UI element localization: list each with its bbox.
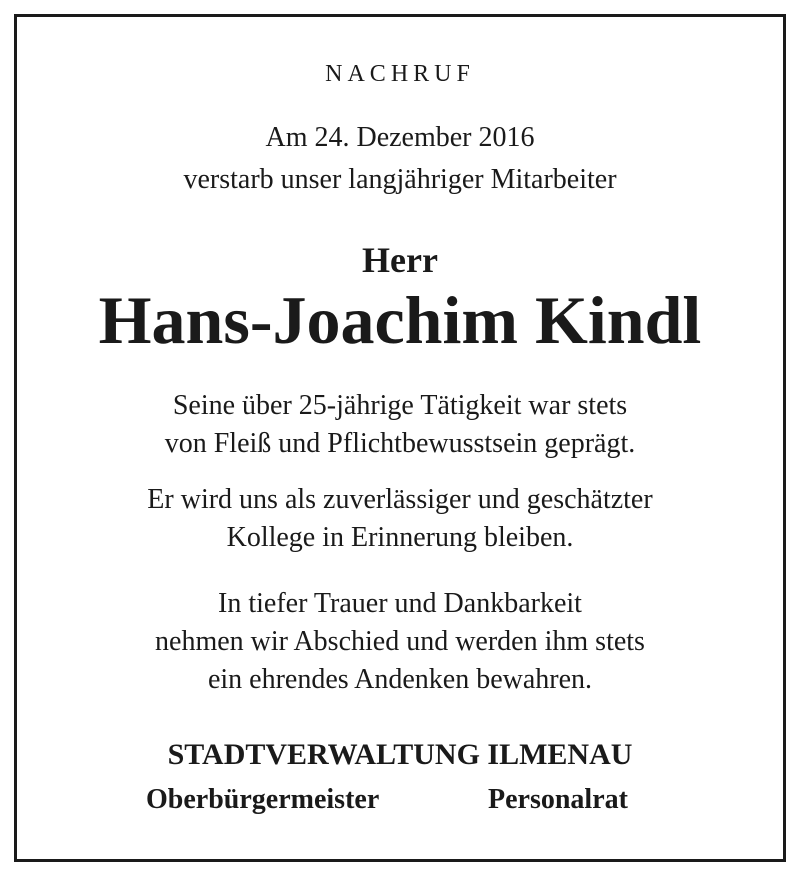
organization-name: STADTVERWALTUNG ILMENAU xyxy=(167,738,633,771)
salutation: Herr xyxy=(362,240,438,280)
tribute-line: Er wird uns als zuverlässiger und geschätzter xyxy=(147,484,653,515)
closing-line: ein ehrendes Andenken bewahren. xyxy=(207,664,593,695)
deceased-name: Hans-Joachim Kindl xyxy=(98,282,702,358)
signatory-staff-council: Personalrat xyxy=(488,784,628,815)
tribute-line: Seine über 25-jährige Tätigkeit war stets xyxy=(172,390,628,421)
signatory-mayor: Oberbürgermeister xyxy=(146,784,380,815)
tribute-line: Kollege in Erinnerung bleiben. xyxy=(226,522,574,553)
closing-line: nehmen wir Abschied und werden ihm stets xyxy=(155,626,645,657)
closing-line: In tiefer Trauer und Dankbarkeit xyxy=(218,588,582,619)
notice-heading: NACHRUF xyxy=(325,61,475,87)
intro-date-line: Am 24. Dezember 2016 xyxy=(265,122,535,153)
intro-text-line: verstarb unser langjähriger Mitarbeiter xyxy=(183,164,617,195)
tribute-line: von Fleiß und Pflichtbewusstsein geprägt. xyxy=(164,428,636,459)
